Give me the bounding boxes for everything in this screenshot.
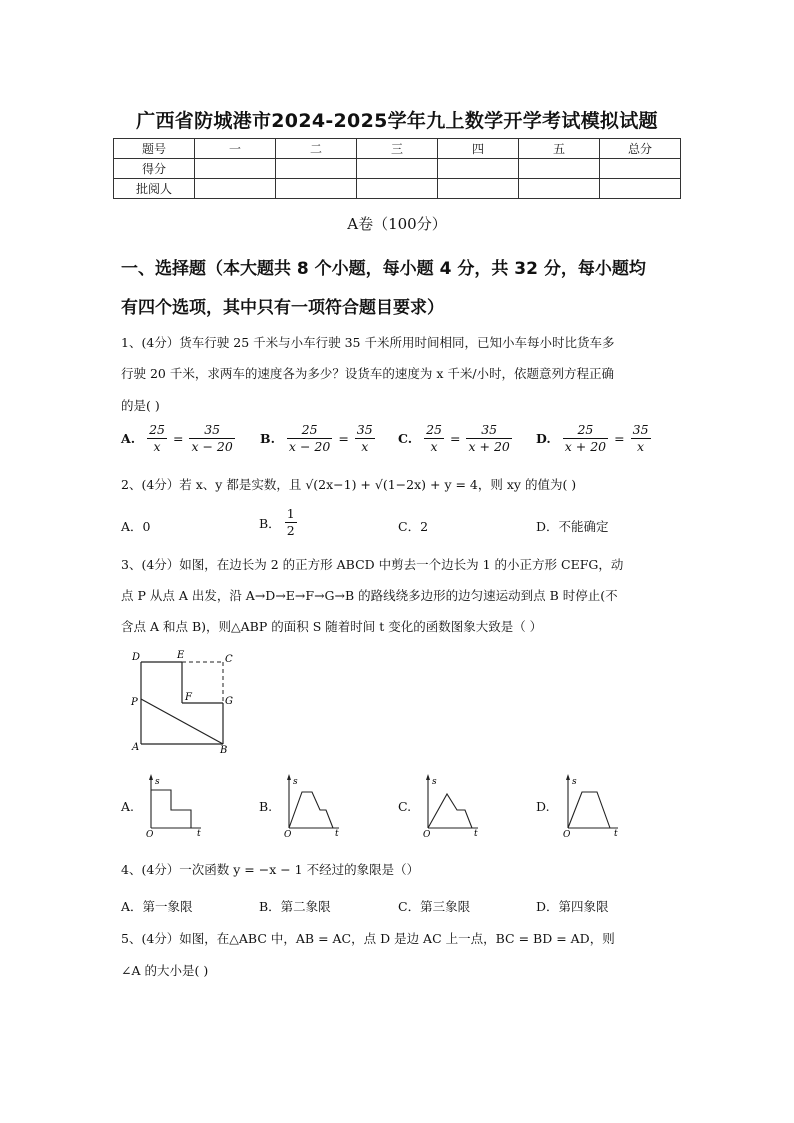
score-input-cell[interactable] bbox=[357, 159, 438, 179]
q5-line1: 5、(4分）如图，在△ABC 中，AB = AC，点 D 是边 AC 上一点，BC = BD = AD，则 bbox=[121, 931, 615, 946]
score-table-row bbox=[114, 159, 681, 179]
q3-graph-d[interactable] bbox=[560, 772, 625, 838]
q1-option-c[interactable]: C. $\frac{25}{x}$ = $\frac{35}{x + 20}$ bbox=[398, 422, 510, 454]
axis-label-s: s bbox=[293, 777, 298, 787]
axis-label-s: s bbox=[572, 777, 577, 787]
graph-line bbox=[568, 792, 610, 828]
numerator: 35 bbox=[356, 422, 373, 437]
exam-title: 广西省防城港市2024-2025学年九上数学开学考试模拟试题 bbox=[136, 110, 658, 132]
label-d: D bbox=[132, 652, 141, 663]
q1-line2: 行驶 20 千米，求两车的速度各为多少？设货车的速度为 x 千米/小时，依题意列方程正确 bbox=[121, 366, 615, 381]
denominator: x + 20 bbox=[468, 439, 510, 454]
score-input-cell[interactable] bbox=[276, 159, 357, 179]
option-label: B． bbox=[259, 515, 281, 531]
q5-line2: ∠A 的大小是( ) bbox=[121, 963, 209, 978]
score-cell: 四 bbox=[438, 139, 519, 159]
q3-line2: 点 P 从点 A 出发，沿 A→D→E→F→G→B 的路线绕多边形的边匀速运动到点 B 时停止(不 bbox=[121, 588, 618, 603]
axis-label-s: s bbox=[155, 777, 160, 787]
numerator: 1 bbox=[286, 506, 295, 521]
label-g: G bbox=[225, 696, 233, 707]
score-row-label: 批阅人 bbox=[114, 179, 195, 199]
fraction bbox=[285, 506, 297, 539]
score-table bbox=[113, 138, 681, 199]
score-cell: 题号 bbox=[114, 139, 195, 159]
q3-option-a-label[interactable]: A. bbox=[121, 799, 135, 814]
y-axis-arrow bbox=[566, 774, 570, 780]
score-input-cell[interactable] bbox=[600, 159, 681, 179]
label-b: B bbox=[220, 745, 228, 756]
axis-label-t: t bbox=[614, 829, 618, 838]
score-cell: 一 bbox=[195, 139, 276, 159]
q4-option-d[interactable]: D．第四象限 bbox=[536, 899, 609, 914]
q1-line1: 1、(4分）货车行驶 25 千米与小车行驶 35 千米所用时间相同，已知小车每小时比货车多 bbox=[121, 335, 615, 350]
fraction bbox=[563, 422, 608, 455]
q1-option-a[interactable]: A. $\frac{25}{x}$ = $\frac{35}{x - 20}$ bbox=[121, 422, 233, 454]
numerator: 35 bbox=[466, 422, 511, 439]
denominator: x − 20 bbox=[288, 439, 331, 454]
score-row-label: 得分 bbox=[114, 159, 195, 179]
label-a: A bbox=[132, 742, 140, 753]
q4-option-c[interactable]: C．第三象限 bbox=[398, 899, 471, 914]
q3-figure bbox=[128, 646, 243, 756]
numerator: 25 bbox=[563, 422, 608, 439]
fraction bbox=[424, 422, 444, 455]
score-table-header-row bbox=[114, 139, 681, 159]
graph-line bbox=[428, 794, 472, 828]
numerator: 35 bbox=[189, 422, 234, 439]
q3-graph-b[interactable] bbox=[281, 772, 346, 838]
score-input-cell[interactable] bbox=[438, 159, 519, 179]
q3-line3: 含点 A 和点 B)，则△ABP 的面积 S 随着时间 t 变化的函数图象大致是（ ） bbox=[121, 619, 543, 634]
fraction bbox=[147, 422, 167, 455]
part1-heading-line2: 有四个选项，其中只有一项符合题目要求） bbox=[121, 298, 444, 318]
score-cell: 二 bbox=[276, 139, 357, 159]
q3-graph-c[interactable] bbox=[420, 772, 485, 838]
score-input-cell[interactable] bbox=[519, 159, 600, 179]
q4-option-a[interactable]: A．第一象限 bbox=[121, 899, 193, 914]
fraction bbox=[287, 422, 332, 455]
denominator: 2 bbox=[286, 523, 295, 538]
label-p: P bbox=[131, 697, 138, 708]
option-label: D. bbox=[536, 431, 551, 446]
numerator: 35 bbox=[632, 422, 649, 437]
score-input-cell[interactable] bbox=[195, 159, 276, 179]
denominator: x − 20 bbox=[191, 439, 233, 454]
origin-label: O bbox=[423, 830, 431, 838]
q3-graph-a[interactable] bbox=[143, 772, 208, 838]
y-axis-arrow bbox=[426, 774, 430, 780]
score-cell: 总分 bbox=[600, 139, 681, 159]
fraction bbox=[631, 422, 651, 455]
origin-label: O bbox=[563, 830, 571, 838]
q1-option-d[interactable]: D. $\frac{25}{x + 20}$ = $\frac{35}{x}$ bbox=[536, 422, 649, 454]
segment-pb bbox=[141, 699, 223, 744]
q2-option-a[interactable]: A．0 bbox=[121, 519, 151, 534]
graph-line bbox=[289, 792, 333, 828]
score-table-row bbox=[114, 179, 681, 199]
q1-option-b[interactable]: B. $\frac{25}{x - 20}$ = $\frac{35}{x}$ bbox=[260, 422, 373, 454]
fraction bbox=[189, 422, 234, 455]
q2-option-b[interactable] bbox=[259, 506, 297, 539]
q4-option-b[interactable]: B．第二象限 bbox=[259, 899, 331, 914]
score-cell: 三 bbox=[357, 139, 438, 159]
score-input-cell[interactable] bbox=[195, 179, 276, 199]
label-c: C bbox=[225, 654, 233, 665]
graph-line bbox=[151, 790, 191, 828]
q3-option-b-label[interactable]: B. bbox=[259, 799, 273, 814]
score-input-cell[interactable] bbox=[600, 179, 681, 199]
option-label: A. bbox=[121, 431, 136, 446]
label-f: F bbox=[185, 692, 192, 703]
numerator: 25 bbox=[287, 422, 332, 439]
axis-label-t: t bbox=[474, 829, 478, 838]
label-e: E bbox=[177, 650, 185, 661]
origin-label: O bbox=[146, 830, 154, 838]
q1-line3: 的是( ) bbox=[121, 398, 160, 413]
denominator: x + 20 bbox=[564, 439, 607, 454]
option-label: B. bbox=[260, 431, 275, 446]
q3-option-d-label[interactable]: D. bbox=[536, 799, 550, 814]
origin-label: O bbox=[284, 830, 292, 838]
score-input-cell[interactable] bbox=[519, 179, 600, 199]
axis-label-s: s bbox=[432, 777, 437, 787]
denominator: x bbox=[153, 439, 161, 454]
y-axis-arrow bbox=[149, 774, 153, 780]
q4-stem: 4、(4分）一次函数 y = −x − 1 不经过的象限是（） bbox=[121, 862, 420, 877]
fraction bbox=[355, 422, 375, 455]
y-axis-arrow bbox=[287, 774, 291, 780]
denominator: x bbox=[430, 439, 438, 454]
q3-option-c-label[interactable]: C. bbox=[398, 799, 412, 814]
denominator: x bbox=[637, 439, 645, 454]
denominator: x bbox=[361, 439, 369, 454]
numerator: 25 bbox=[149, 422, 165, 437]
q2-stem: 2、(4分）若 x、y 都是实数，且 √(2x−1) + √(1−2x) + y = 4，则 xy 的值为( ) bbox=[121, 477, 577, 492]
score-input-cell[interactable] bbox=[276, 179, 357, 199]
fraction bbox=[466, 422, 511, 455]
score-input-cell[interactable] bbox=[357, 179, 438, 199]
numerator: 25 bbox=[426, 422, 442, 437]
q2-option-d[interactable]: D．不能确定 bbox=[536, 519, 609, 534]
score-input-cell[interactable] bbox=[438, 179, 519, 199]
q2-option-c[interactable]: C．2 bbox=[398, 519, 429, 534]
axis-label-t: t bbox=[335, 829, 339, 838]
axis-label-t: t bbox=[197, 829, 201, 838]
section-a-title: A卷（100分） bbox=[347, 215, 447, 233]
q3-line1: 3、(4分）如图，在边长为 2 的正方形 ABCD 中剪去一个边长为 1 的小正方形 CEFG，动 bbox=[121, 557, 624, 572]
score-cell: 五 bbox=[519, 139, 600, 159]
option-label: C. bbox=[398, 431, 413, 446]
part1-heading-line1: 一、选择题（本大题共 8 个小题，每小题 4 分，共 32 分，每小题均 bbox=[121, 259, 646, 279]
